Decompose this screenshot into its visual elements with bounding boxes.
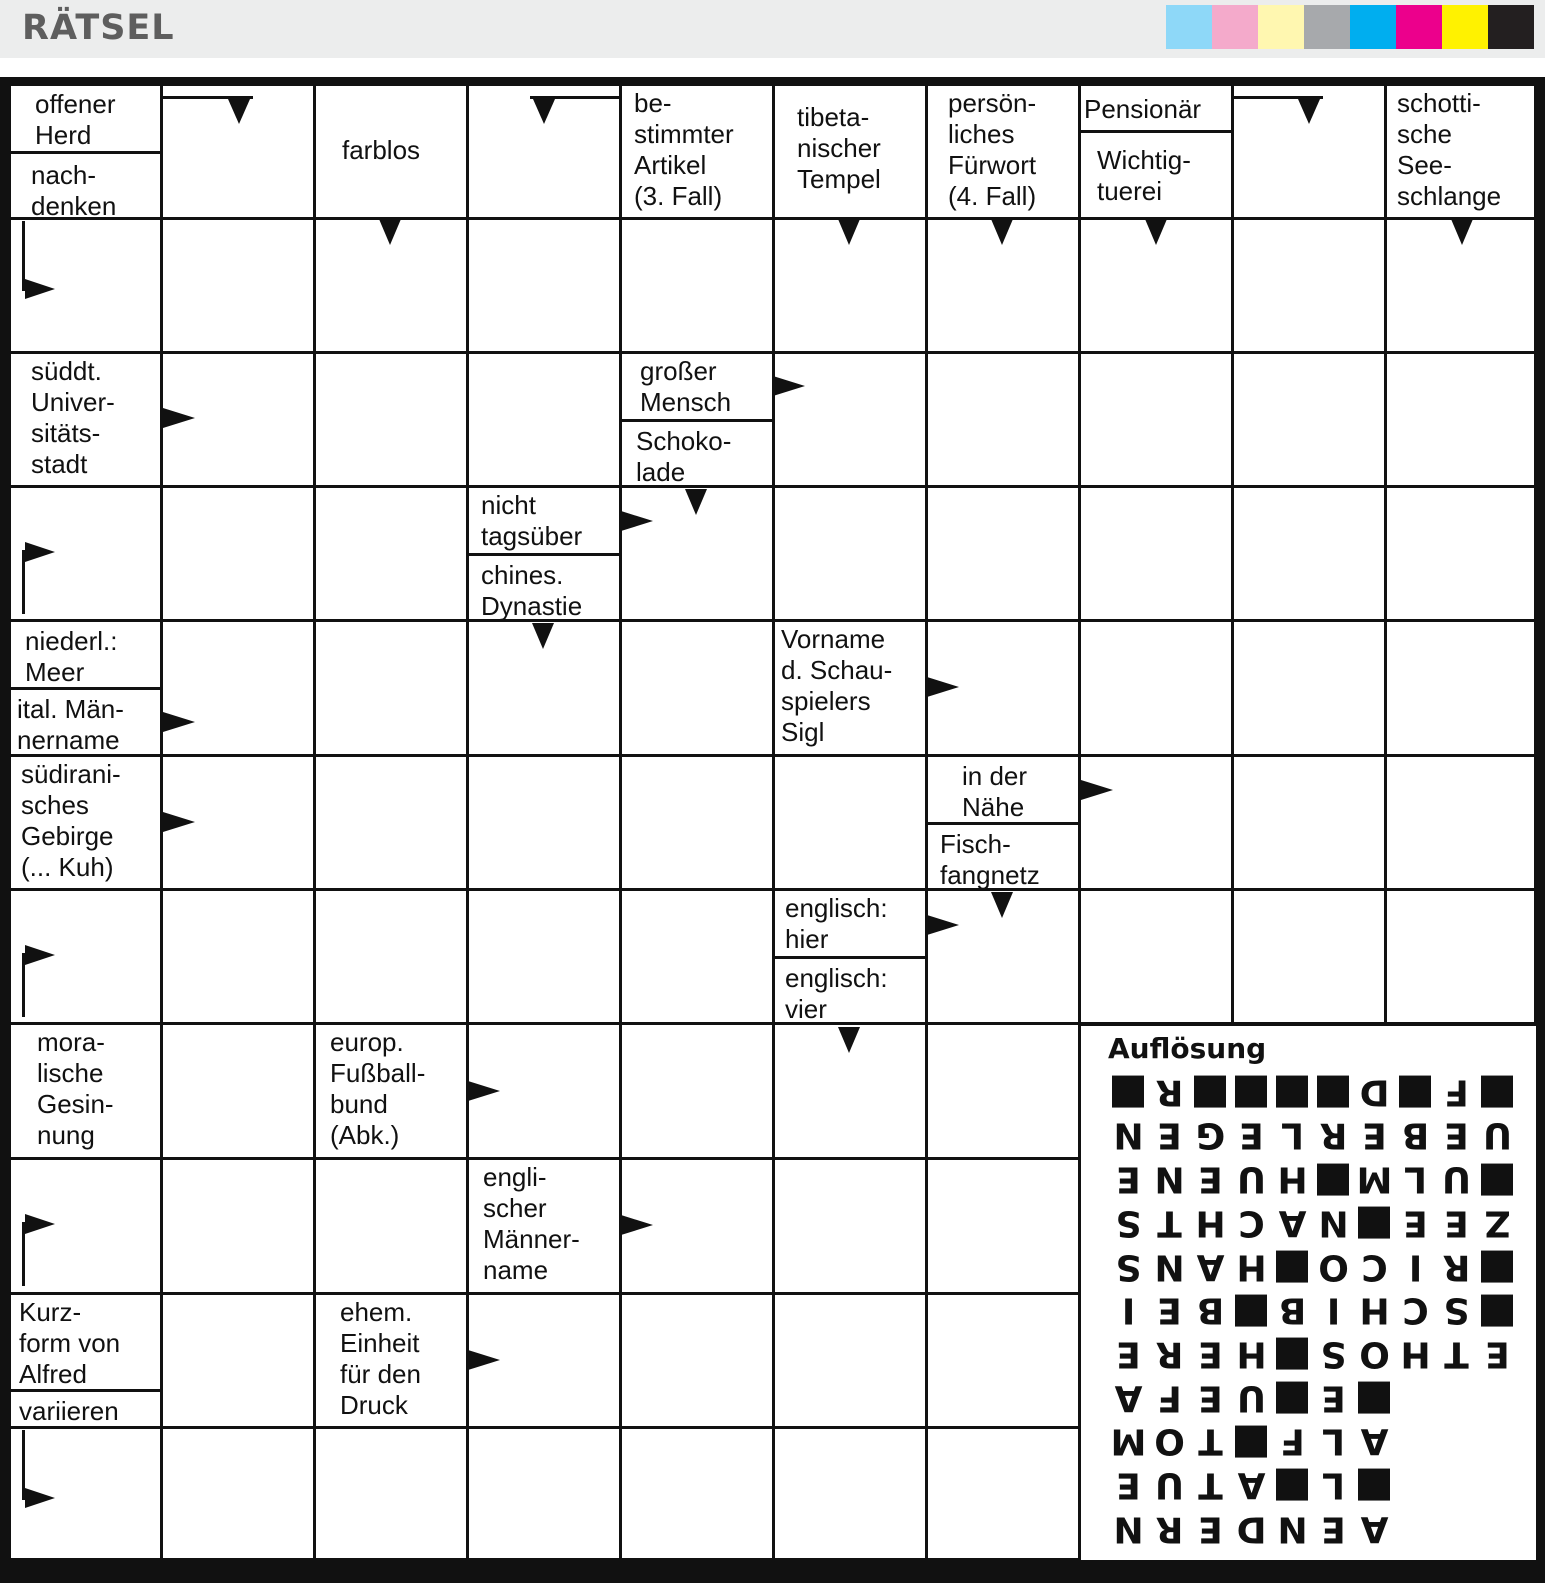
solution-letter: E bbox=[1198, 1158, 1223, 1200]
solution-letter: E bbox=[1403, 1202, 1428, 1244]
solution-row bbox=[1108, 1070, 1518, 1114]
grid-cell[interactable] bbox=[1387, 354, 1534, 485]
solution-letter: T bbox=[1198, 1420, 1223, 1462]
solution-letter: E bbox=[1321, 1508, 1346, 1550]
solution-letter: B bbox=[1401, 1115, 1430, 1157]
solution-letter: E bbox=[1321, 1377, 1346, 1419]
arrow-down-icon bbox=[1145, 219, 1167, 245]
clue-chines-dynastie: chines. Dynastie bbox=[469, 553, 619, 619]
solution-letter: N bbox=[1154, 1246, 1185, 1288]
solution-letter: N bbox=[1113, 1115, 1144, 1157]
solution-empty bbox=[1477, 1464, 1518, 1507]
solution-letter: E bbox=[1239, 1115, 1264, 1157]
solution-letter: R bbox=[1442, 1246, 1471, 1288]
solution-letter: A bbox=[1114, 1377, 1143, 1419]
solution-letter: F bbox=[1280, 1420, 1305, 1462]
solution-empty bbox=[1436, 1420, 1477, 1463]
solution-block bbox=[1231, 1420, 1272, 1463]
clue-farblos: farblos bbox=[316, 86, 466, 217]
solution-empty bbox=[1395, 1464, 1436, 1507]
clue-fischfangnetz: Fisch- fangnetz bbox=[928, 822, 1078, 888]
solution-letter: E bbox=[1198, 1377, 1223, 1419]
clue-in-der-naehe: in der Nähe bbox=[928, 757, 1078, 821]
solution-letter: U bbox=[1441, 1158, 1472, 1200]
solution-empty bbox=[1436, 1376, 1477, 1419]
solution-block bbox=[1272, 1245, 1313, 1288]
solution-letter: A bbox=[1196, 1246, 1225, 1288]
solution-grid bbox=[1108, 1070, 1518, 1551]
solution-letter: S bbox=[1115, 1202, 1142, 1244]
grid-cell[interactable] bbox=[316, 354, 466, 485]
solution-letter: F bbox=[1444, 1071, 1469, 1113]
solution-letter: H bbox=[1195, 1202, 1226, 1244]
solution-letter: L bbox=[1404, 1158, 1427, 1200]
grid-cell[interactable] bbox=[1387, 622, 1534, 754]
arrow-down-icon bbox=[1233, 96, 1323, 126]
solution-letter: D bbox=[1359, 1071, 1390, 1113]
grid-cell[interactable] bbox=[316, 757, 466, 888]
arrow-right-icon bbox=[468, 1350, 500, 1370]
solution-letter: H bbox=[1236, 1246, 1267, 1288]
solution-letter: D bbox=[1236, 1508, 1267, 1550]
solution-letter: L bbox=[1322, 1464, 1345, 1506]
solution-block bbox=[1272, 1464, 1313, 1507]
grid-cell[interactable] bbox=[622, 1025, 772, 1157]
arrow-right-icon bbox=[621, 1215, 653, 1235]
arrow-down-icon bbox=[532, 623, 554, 649]
solution-block bbox=[1477, 1070, 1518, 1113]
grid-cell[interactable] bbox=[775, 757, 925, 888]
solution-letter: H bbox=[1359, 1289, 1390, 1331]
clue-englischer-maennername: engli- scher Männer- name bbox=[469, 1160, 619, 1292]
clue-suediranisches-gebirge: südirani- sches Gebirge (... Kuh) bbox=[11, 757, 160, 888]
solution-letter: S bbox=[1115, 1246, 1142, 1288]
solution-letter: E bbox=[1198, 1333, 1223, 1375]
arrow-right-icon bbox=[927, 677, 959, 697]
solution-row bbox=[1108, 1201, 1518, 1245]
grid-cell[interactable] bbox=[775, 1295, 925, 1426]
clue-schottische-seeschlange: schotti- sche See- schlange bbox=[1387, 86, 1534, 217]
solution-empty bbox=[1477, 1420, 1518, 1463]
grid-cell[interactable] bbox=[928, 1025, 1078, 1157]
grid-cell[interactable] bbox=[1234, 622, 1384, 754]
grid-cell[interactable] bbox=[1081, 354, 1231, 485]
solution-block bbox=[1272, 1376, 1313, 1419]
grid-cell[interactable] bbox=[1387, 488, 1534, 619]
solution-letter: C bbox=[1361, 1246, 1388, 1288]
arrow-right-icon bbox=[22, 945, 56, 1017]
solution-letter: O bbox=[1318, 1246, 1349, 1288]
arrow-down-icon bbox=[530, 96, 620, 126]
solution-letter: E bbox=[1157, 1115, 1182, 1157]
grid-cell[interactable] bbox=[316, 891, 466, 1022]
solution-block bbox=[1313, 1158, 1354, 1201]
solution-letter: M bbox=[1356, 1158, 1393, 1200]
solution-letter: C bbox=[1238, 1202, 1265, 1244]
grid-cell[interactable] bbox=[469, 757, 619, 888]
solution-letter: U bbox=[1236, 1377, 1267, 1419]
solution-block bbox=[1231, 1289, 1272, 1332]
grid-cell[interactable] bbox=[1387, 757, 1534, 888]
grid-cell[interactable] bbox=[163, 1025, 313, 1157]
solution-letter: U bbox=[1482, 1115, 1513, 1157]
solution-letter: E bbox=[1362, 1115, 1387, 1157]
arrow-right-icon bbox=[621, 511, 653, 531]
grid-cell[interactable] bbox=[1081, 488, 1231, 619]
solution-letter: E bbox=[1116, 1333, 1141, 1375]
grid-cell[interactable] bbox=[163, 1295, 313, 1426]
solution-letter: M bbox=[1110, 1420, 1147, 1462]
clue-europ-fussballbund: europ. Fußball- bund (Abk.) bbox=[316, 1025, 466, 1157]
solution-letter: H bbox=[1400, 1333, 1431, 1375]
grid-cell[interactable] bbox=[469, 354, 619, 485]
solution-row bbox=[1108, 1157, 1518, 1201]
grid-cell[interactable] bbox=[316, 1160, 466, 1292]
grid-cell[interactable] bbox=[622, 1295, 772, 1426]
solution-letter: N bbox=[1318, 1202, 1349, 1244]
grid-cell[interactable] bbox=[163, 488, 313, 619]
solution-block bbox=[1272, 1332, 1313, 1375]
solution-letter: N bbox=[1277, 1508, 1308, 1550]
solution-letter: N bbox=[1113, 1508, 1144, 1550]
solution-letter: E bbox=[1485, 1333, 1510, 1375]
solution-letter: T bbox=[1157, 1202, 1182, 1244]
solution-letter: E bbox=[1116, 1464, 1141, 1506]
arrow-right-icon bbox=[163, 712, 195, 732]
grid-cell[interactable] bbox=[316, 622, 466, 754]
solution-letter: N bbox=[1154, 1158, 1185, 1200]
grid-cell[interactable] bbox=[775, 354, 925, 485]
solution-empty bbox=[1436, 1464, 1477, 1507]
grid-cell[interactable] bbox=[163, 220, 313, 351]
page-title: RÄTSEL bbox=[22, 8, 175, 48]
solution-letter: E bbox=[1444, 1202, 1469, 1244]
grid-cell[interactable] bbox=[928, 1429, 1078, 1558]
solution-letter: H bbox=[1277, 1158, 1308, 1200]
clue-sueddt-universitaetsstadt: süddt. Univer- sitäts- stadt bbox=[11, 354, 160, 485]
arrow-right-icon bbox=[22, 1214, 56, 1286]
grid-cell[interactable] bbox=[1081, 622, 1231, 754]
solution-block bbox=[1272, 1070, 1313, 1113]
solution-letter: Z bbox=[1484, 1202, 1511, 1244]
solution-block bbox=[1477, 1158, 1518, 1201]
solution-letter: R bbox=[1155, 1071, 1184, 1113]
grid-cell[interactable] bbox=[1081, 891, 1231, 1022]
clue-kurzform-alfred: Kurz- form von Alfred bbox=[11, 1295, 160, 1389]
arrow-right-icon bbox=[468, 1081, 500, 1101]
grid-cell[interactable] bbox=[775, 488, 925, 619]
solution-letter: O bbox=[1359, 1333, 1390, 1375]
solution-block bbox=[1190, 1070, 1231, 1113]
solution-letter: E bbox=[1157, 1289, 1182, 1331]
solution-letter: L bbox=[1322, 1420, 1345, 1462]
grid-cell[interactable] bbox=[1234, 220, 1384, 351]
grid-cell[interactable] bbox=[469, 891, 619, 1022]
grid-cell[interactable] bbox=[469, 1429, 619, 1558]
clue-pensionaer: Pensionär bbox=[1081, 86, 1231, 130]
arrow-right-icon bbox=[927, 915, 959, 935]
solution-block bbox=[1313, 1070, 1354, 1113]
solution-letter: R bbox=[1155, 1333, 1184, 1375]
solution-letter: I bbox=[1121, 1289, 1136, 1331]
solution-empty bbox=[1395, 1507, 1436, 1550]
solution-letter: R bbox=[1319, 1115, 1348, 1157]
solution-letter: E bbox=[1198, 1508, 1223, 1550]
grid-cell[interactable] bbox=[622, 891, 772, 1022]
grid-cell[interactable] bbox=[1081, 757, 1231, 888]
grid-cell[interactable] bbox=[928, 1160, 1078, 1292]
solution-letter: B bbox=[1196, 1289, 1225, 1331]
arrow-down-icon bbox=[991, 219, 1013, 245]
solution-empty bbox=[1395, 1376, 1436, 1419]
solution-block bbox=[1477, 1289, 1518, 1332]
grid-cell[interactable] bbox=[622, 220, 772, 351]
solution-block bbox=[1354, 1201, 1395, 1244]
grid-cell[interactable] bbox=[622, 1429, 772, 1558]
arrow-down-icon bbox=[685, 489, 707, 515]
solution-block bbox=[1354, 1376, 1395, 1419]
arrow-down-icon bbox=[379, 219, 401, 245]
grid-cell[interactable] bbox=[316, 488, 466, 619]
solution-row bbox=[1108, 1463, 1518, 1507]
clue-grosser-mensch: großer Mensch bbox=[622, 354, 772, 418]
grid-cell[interactable] bbox=[622, 757, 772, 888]
arrow-down-icon bbox=[838, 219, 860, 245]
clue-wichtigtuerei: Wichtig- tuerei bbox=[1081, 130, 1231, 217]
clue-nicht-tagsueber: nicht tagsüber bbox=[469, 488, 619, 552]
grid-cell[interactable] bbox=[163, 1429, 313, 1558]
grid-cell[interactable] bbox=[1234, 757, 1384, 888]
solution-row bbox=[1108, 1114, 1518, 1158]
arrow-right-icon bbox=[22, 542, 56, 614]
clue-nachdenken: nach- denken bbox=[11, 151, 160, 217]
grid-cell[interactable] bbox=[1234, 891, 1384, 1022]
clue-moralische-gesinnung: mora- lische Gesin- nung bbox=[11, 1025, 160, 1157]
solution-row bbox=[1108, 1245, 1518, 1289]
arrow-down-icon bbox=[163, 96, 253, 126]
solution-letter: R bbox=[1155, 1508, 1184, 1550]
clue-persoenliches-fuerwort: persön- liches Fürwort (4. Fall) bbox=[928, 86, 1078, 217]
solution-block bbox=[1354, 1464, 1395, 1507]
solution-letter: T bbox=[1198, 1464, 1223, 1506]
arrow-right-icon bbox=[163, 408, 195, 428]
solution-letter: I bbox=[1408, 1246, 1423, 1288]
solution-block bbox=[1231, 1070, 1272, 1113]
solution-row bbox=[1108, 1332, 1518, 1376]
solution-letter: U bbox=[1154, 1464, 1185, 1506]
clue-niederl-meer: niederl.: Meer bbox=[11, 622, 160, 686]
solution-letter: S bbox=[1443, 1289, 1470, 1331]
solution-letter: C bbox=[1402, 1289, 1429, 1331]
solution-letter: B bbox=[1278, 1289, 1307, 1331]
arrow-down-icon bbox=[1451, 219, 1473, 245]
clue-bestimmter-artikel: be- stimmter Artikel (3. Fall) bbox=[622, 86, 772, 217]
clue-schokolade: Schoko- lade bbox=[622, 419, 772, 485]
solution-letter: A bbox=[1360, 1508, 1389, 1550]
grid-cell[interactable] bbox=[928, 1295, 1078, 1426]
solution-letter: T bbox=[1444, 1333, 1469, 1375]
arrow-right-icon bbox=[22, 221, 56, 301]
solution-row bbox=[1108, 1420, 1518, 1464]
grid-cell[interactable] bbox=[469, 220, 619, 351]
solution-empty bbox=[1477, 1376, 1518, 1419]
solution-letter: F bbox=[1157, 1377, 1182, 1419]
arrow-right-icon bbox=[1081, 780, 1113, 800]
clue-ehem-einheit-druck: ehem. Einheit für den Druck bbox=[316, 1295, 466, 1426]
arrow-right-icon bbox=[163, 812, 195, 832]
grid-cell[interactable] bbox=[775, 1160, 925, 1292]
solution-row bbox=[1108, 1376, 1518, 1420]
solution-empty bbox=[1436, 1507, 1477, 1550]
grid-cell[interactable] bbox=[928, 488, 1078, 619]
grid-cell[interactable] bbox=[1234, 354, 1384, 485]
solution-letter: S bbox=[1320, 1333, 1347, 1375]
clue-offener-herd: offener Herd bbox=[11, 86, 160, 150]
solution-letter: G bbox=[1195, 1115, 1226, 1157]
clue-englisch-hier: englisch: hier bbox=[775, 891, 925, 955]
solution-letter: A bbox=[1360, 1420, 1389, 1462]
solution-letter: I bbox=[1326, 1289, 1341, 1331]
grid-cell[interactable] bbox=[316, 1429, 466, 1558]
clue-vorname-schauspieler: Vorname d. Schau- spielers Sigl bbox=[775, 622, 925, 754]
grid-cell[interactable] bbox=[928, 354, 1078, 485]
clue-ital-maennername: ital. Män- nername bbox=[11, 687, 160, 754]
grid-cell[interactable] bbox=[163, 1160, 313, 1292]
arrow-right-icon bbox=[22, 1430, 56, 1510]
solution-letter: A bbox=[1237, 1464, 1266, 1506]
solution-row bbox=[1108, 1507, 1518, 1551]
solution-empty bbox=[1395, 1420, 1436, 1463]
solution-title: Auflösung bbox=[1108, 1032, 1267, 1065]
clue-englisch-vier: englisch: vier bbox=[775, 956, 925, 1022]
grid-cell[interactable] bbox=[775, 1429, 925, 1558]
solution-letter: A bbox=[1278, 1202, 1307, 1244]
arrow-right-icon bbox=[773, 376, 805, 396]
clue-variieren: variieren bbox=[11, 1389, 160, 1426]
solution-letter: H bbox=[1236, 1333, 1267, 1375]
solution-letter: O bbox=[1154, 1420, 1185, 1462]
solution-letter: E bbox=[1444, 1115, 1469, 1157]
clue-tibetanischer-tempel: tibeta- nischer Tempel bbox=[775, 86, 925, 217]
solution-row bbox=[1108, 1288, 1518, 1332]
solution-letter: L bbox=[1281, 1115, 1304, 1157]
solution-block bbox=[1395, 1070, 1436, 1113]
solution-block bbox=[1477, 1245, 1518, 1288]
grid-cell[interactable] bbox=[622, 622, 772, 754]
arrow-down-icon bbox=[991, 892, 1013, 918]
solution-empty bbox=[1477, 1507, 1518, 1550]
arrow-down-icon bbox=[838, 1027, 860, 1053]
solution-block bbox=[1108, 1070, 1149, 1113]
solution-letter: E bbox=[1116, 1158, 1141, 1200]
grid-cell[interactable] bbox=[1234, 488, 1384, 619]
solution-letter: U bbox=[1236, 1158, 1267, 1200]
grid-cell[interactable] bbox=[1387, 891, 1534, 1022]
grid-cell[interactable] bbox=[163, 891, 313, 1022]
grid-cell[interactable] bbox=[163, 622, 313, 754]
